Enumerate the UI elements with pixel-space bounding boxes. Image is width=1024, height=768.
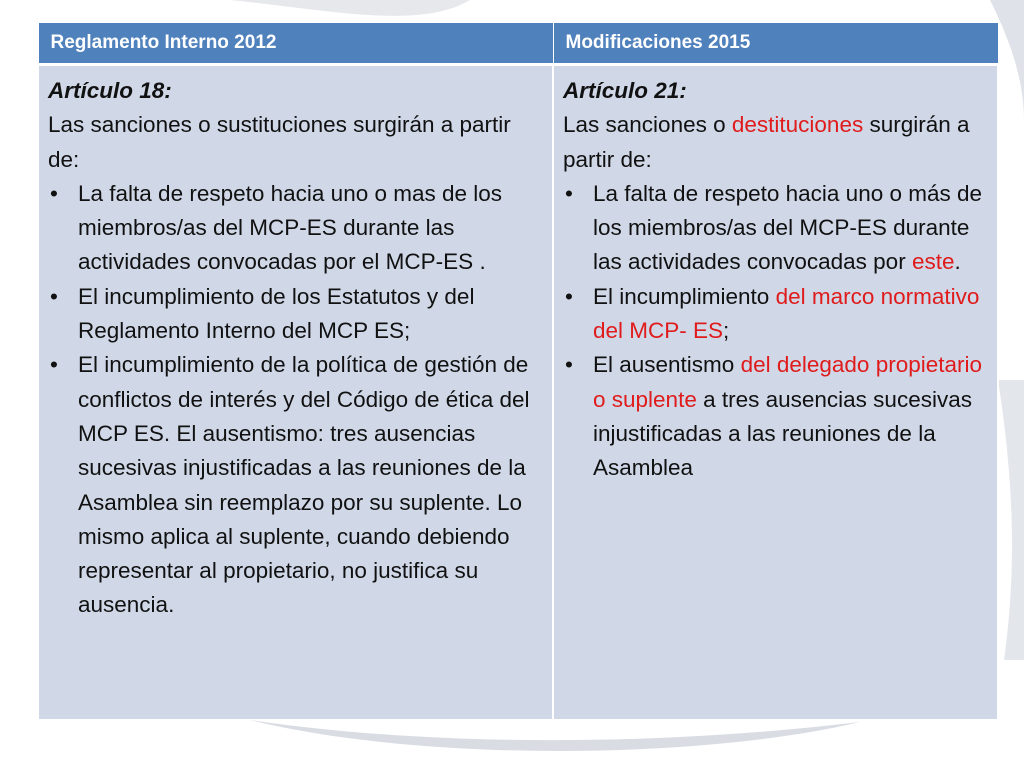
comparison-table [37,22,999,720]
article-18-title: Artículo 18: [48,78,172,103]
list-item-text: El ausentismo [593,352,741,378]
article-21-list [563,177,987,486]
header-modificaciones-2015: Modificaciones 2015 [553,23,998,65]
cell-articulo-18 [38,65,553,720]
list-item-text-end: ; [723,318,730,344]
list-item-text: El incumplimiento de los Estatutos y del Reglamento Interno del MCP ES; [78,283,475,344]
article-21-intro [563,108,987,177]
article-18-intro: Las sanciones o sustituciones surgirán a partir de: [48,112,511,172]
list-item [563,348,987,485]
intro-highlight: destituciones [731,112,864,138]
intro-text-end: surgirán a partir de: [563,112,970,172]
list-item-highlight: este [911,249,955,275]
intro-text: Las sanciones o [563,112,732,138]
list-item-text: El incumplimiento [593,283,776,309]
list-item-text: El incumplimiento de la política de gestión de conflictos de interés y del Código de ética del MCP ES. El ausentismo: tres ausencias sucesivas injustificadas a las reuniones de la Asamblea sin reemplazo por su suplente. Lo mismo aplica al suplente, cuando debiendo representar al propietario, no justifica su ausencia. [78,352,530,618]
article-18-list [48,177,542,623]
list-item [48,177,542,280]
list-item-highlight: del marco normativo del MCP- ES [593,283,980,344]
list-item-text: La falta de respeto hacia uno o mas de los miembros/as del MCP-ES durante las actividades convocadas por el MCP-ES . [78,180,503,275]
bullet-icon: • [50,352,58,378]
cell-articulo-21 [553,65,998,720]
bullet-icon: • [565,352,573,378]
list-item [563,280,987,349]
list-item-text-end: . [954,249,961,275]
list-item [48,348,542,622]
list-item-text-end: a tres ausencias sucesivas injustificadas a las reuniones de la Asamblea [593,386,972,481]
bullet-icon: • [565,283,573,309]
header-reglamento-2012: Reglamento Interno 2012 [38,23,553,65]
content-row [38,65,998,720]
header-row [38,23,998,65]
article-21-title: Artículo 21: [563,78,687,103]
bullet-icon: • [565,180,573,206]
list-item-text: La falta de respeto hacia uno o más de los miembros/as del MCP-ES durante las actividades convocadas por [593,180,983,275]
list-item-highlight: del delegado propietario o suplente [593,352,983,412]
bullet-icon: • [50,180,58,206]
list-item [48,280,542,349]
list-item [563,177,987,280]
bullet-icon: • [50,283,58,309]
